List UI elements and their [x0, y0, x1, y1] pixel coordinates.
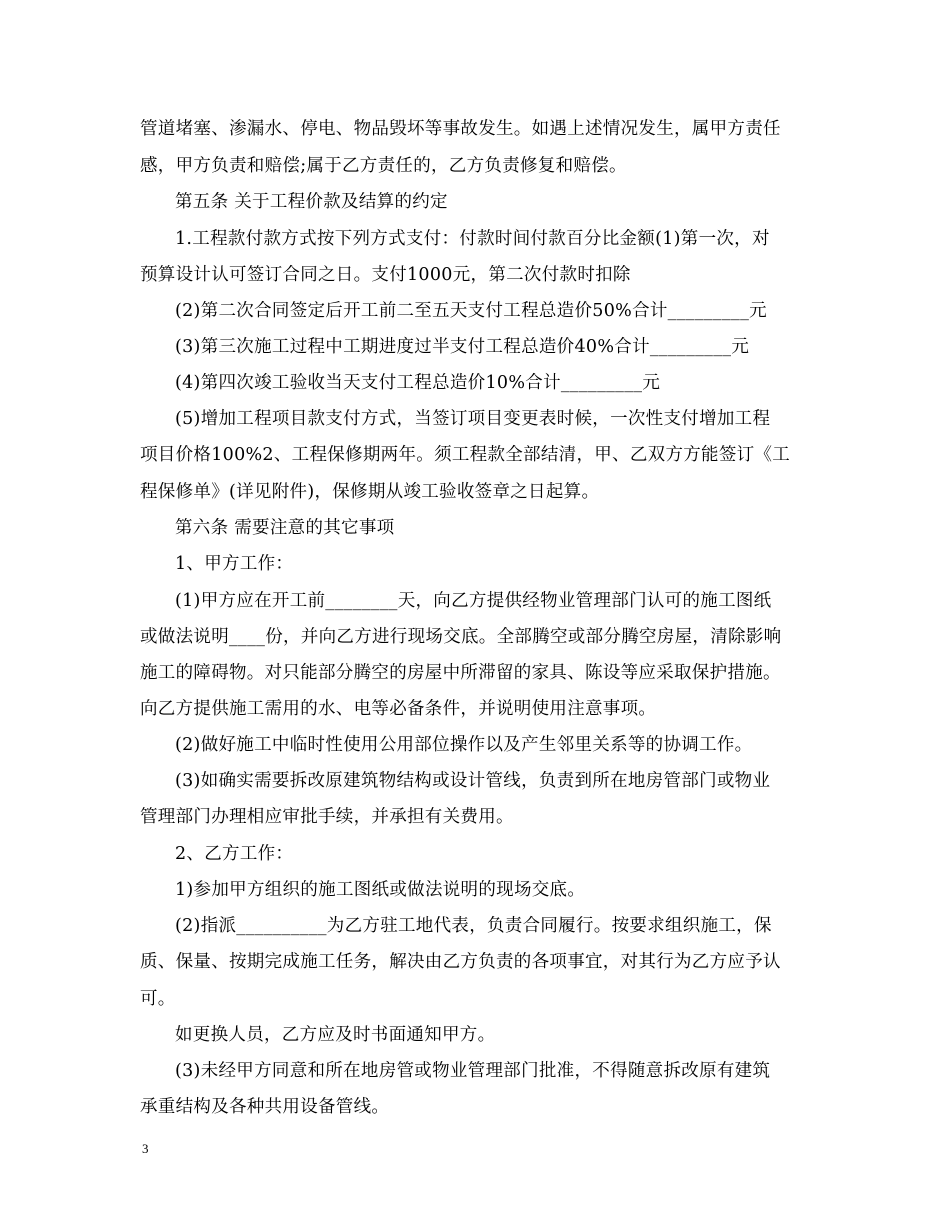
text-line: 或做法说明____份，并向乙方进行现场交底。全部腾空或部分腾空房屋，清除影响: [140, 627, 782, 647]
text-line: (2)第二次合同签定后开工前二至五天支付工程总造价50%合计_________元: [175, 301, 767, 321]
text-line: (3)未经甲方同意和所在地房管或物业管理部门批准，不得随意拆改原有建筑: [175, 1061, 771, 1081]
text-line: (1)甲方应在开工前________天，向乙方提供经物业管理部门认可的施工图纸: [175, 591, 772, 611]
text-line: 程保修单》(详见附件)，保修期从竣工验收签章之日起算。: [140, 482, 600, 502]
page-number: 3: [142, 1141, 149, 1156]
text-line: 感，甲方负责和赔偿;属于乙方责任的，乙方负责修复和赔偿。: [140, 156, 627, 176]
text-line: 可。: [140, 989, 176, 1009]
text-line: 管道堵塞、渗漏水、停电、物品毁坏等事故发生。如遇上述情况发生，属甲方责任: [140, 119, 781, 139]
text-line: 承重结构及各种共用设备管线。: [140, 1097, 390, 1117]
text-line: (5)增加工程项目款支付方式，当签订项目变更表时候，一次性支付增加工程: [175, 409, 771, 429]
text-line: 管理部门办理相应审批手续，并承担有关费用。: [140, 807, 514, 827]
text-line: (2)做好施工中临时性使用公用部位操作以及产生邻里关系等的协调工作。: [175, 735, 753, 755]
section-heading: 第五条 关于工程价款及结算的约定: [175, 192, 448, 212]
subsection-heading: 2、乙方工作：: [175, 844, 294, 864]
subsection-heading: 1、甲方工作：: [175, 554, 294, 574]
text-line: (3)第三次施工过程中工期进度过半支付工程总造价40%合计_________元: [175, 337, 750, 357]
text-line: 预算设计认可签订合同之日。支付1000元，第二次付款时扣除: [140, 265, 631, 285]
section-heading: 第六条 需要注意的其它事项: [175, 518, 395, 538]
text-line: 1.工程款付款方式按下列方式支付：付款时间付款百分比金额(1)第一次，对: [175, 229, 770, 249]
text-line: 施工的障碍物。对只能部分腾空的房屋中所滞留的家具、陈设等应采取保护措施。: [140, 663, 781, 683]
text-line: (2)指派__________为乙方驻工地代表，负责合同履行。按要求组织施工，保: [175, 916, 772, 936]
text-line: 质、保量、按期完成施工任务，解决由乙方负责的各项事宜，对其行为乙方应予认: [140, 952, 781, 972]
text-line: 向乙方提供施工需用的水、电等必备条件，并说明使用注意事项。: [140, 699, 657, 719]
text-line: (3)如确实需要拆改原建筑物结构或设计管线，负责到所在地房管部门或物业: [175, 771, 771, 791]
text-line: 1)参加甲方组织的施工图纸或做法说明的现场交底。: [175, 880, 586, 900]
text-line: 项目价格100%2、工程保修期两年。须工程款全部结清，甲、乙双方方能签订《工: [140, 445, 791, 465]
text-line: 如更换人员，乙方应及时书面通知甲方。: [175, 1025, 496, 1045]
text-line: (4)第四次竣工验收当天支付工程总造价10%合计_________元: [175, 373, 661, 393]
